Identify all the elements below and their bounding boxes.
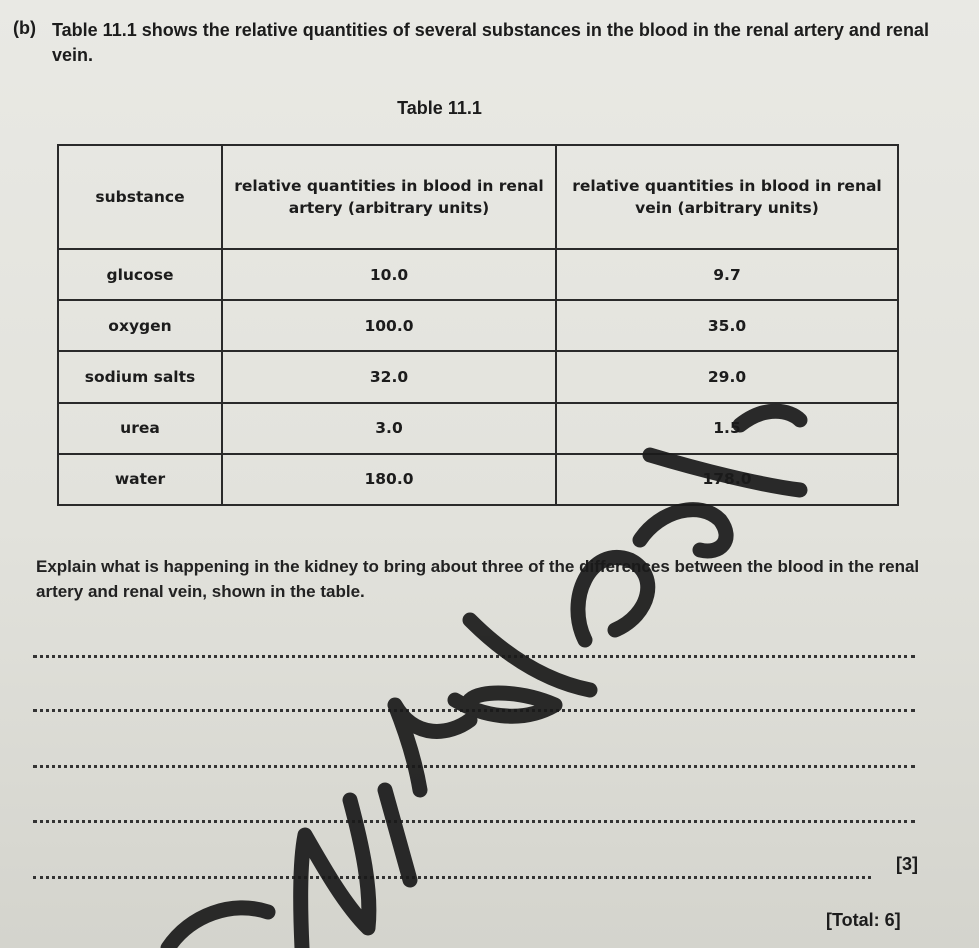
table-row [58, 403, 898, 454]
answer-line[interactable] [33, 820, 915, 823]
instruction-text: Explain what is happening in the kidney to bring about three of the differences between the blood in the renal artery and renal vein, shown in the table. [36, 557, 920, 601]
answer-line[interactable] [33, 709, 915, 712]
table-header-row [58, 145, 898, 249]
cell-vein-value: 9.7 [556, 249, 898, 300]
total-marks: [Total: 6] [826, 910, 901, 930]
data-table [57, 144, 899, 506]
header-renal-vein: relative quantities in blood in renal vein (arbitrary units) [556, 145, 898, 249]
table-row [58, 351, 898, 402]
cell-vein-value: 29.0 [556, 351, 898, 402]
cell-vein-value: 35.0 [556, 300, 898, 351]
answer-line[interactable] [33, 655, 915, 658]
marks-label: [3] [896, 854, 918, 874]
answer-line[interactable] [33, 876, 871, 879]
table-row [58, 300, 898, 351]
header-renal-artery: relative quantities in blood in renal artery (arbitrary units) [222, 145, 556, 249]
cell-artery-value: 3.0 [222, 403, 556, 454]
cell-artery-value: 100.0 [222, 300, 556, 351]
table-row [58, 454, 898, 505]
table-title: Table 11.1 [397, 98, 482, 118]
cell-substance: oxygen [58, 300, 222, 351]
question-text: Table 11.1 shows the relative quantities of several substances in the blood in the renal artery and renal vein. [52, 20, 929, 65]
answer-line[interactable] [33, 765, 915, 768]
cell-substance: urea [58, 403, 222, 454]
cell-substance: sodium salts [58, 351, 222, 402]
cell-artery-value: 32.0 [222, 351, 556, 402]
cell-artery-value: 180.0 [222, 454, 556, 505]
cell-substance: water [58, 454, 222, 505]
table-row [58, 249, 898, 300]
cell-vein-value: 178.0 [556, 454, 898, 505]
cell-substance: glucose [58, 249, 222, 300]
cell-vein-value: 1.5 [556, 403, 898, 454]
header-substance: substance [58, 145, 222, 249]
question-label: (b) [13, 18, 36, 38]
cell-artery-value: 10.0 [222, 249, 556, 300]
